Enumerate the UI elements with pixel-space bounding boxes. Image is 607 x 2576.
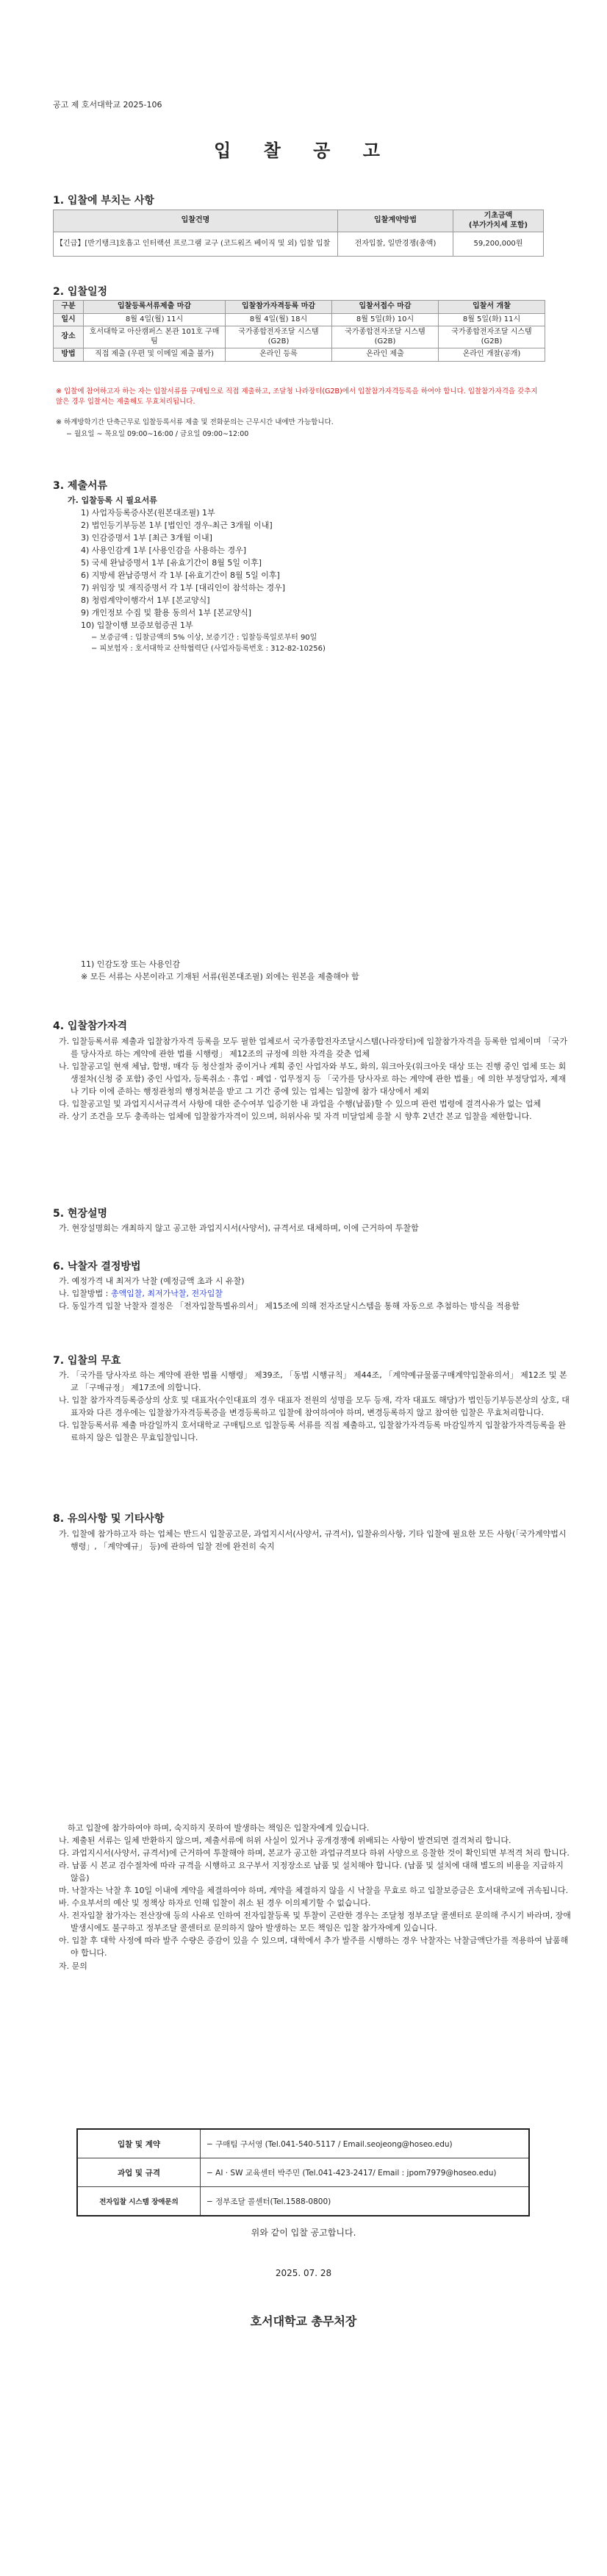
table-row (54, 348, 545, 362)
list-item: 나. 제출된 서류는 일체 반환하지 않으며, 제출서류에 허위 사실이 있거나 공개경쟁에 위배되는 사항이 발견되면 결격처리 합니다. (59, 1836, 511, 1846)
list-item: 10) 입찰이행 보증보험증권 1부 (81, 620, 193, 631)
list-item-cont: 하고 입찰에 참가하여야 하며, 숙지하지 못하여 발생하는 책임은 입찰자에게 있습니다. (68, 1823, 370, 1833)
section2-heading: 2. 입찰일정 (53, 286, 108, 298)
sched-cell: 직접 제출 (우편 및 이메일 제출 불가) (84, 348, 226, 362)
section3-note: ※ 모든 서류는 사본이라고 기재된 서류(원본대조필) 외에는 원본을 제출해야 함 (81, 972, 359, 982)
contact-value: − 구매팀 구서영 (Tel.041-540-5117 / Email.seojeong@hoseo.edu) (201, 2129, 530, 2158)
sched-header-3: 입찰서접수 마감 (332, 301, 439, 314)
list-item: 아. 입찰 후 대학 사정에 따라 발주 수량은 증감이 있을 수 있으며, 대학에서 추가 발주를 시행하는 경우 낙찰자는 낙찰금액단가를 적용하여 납품해야 합니다. (59, 1936, 569, 1958)
list-item: 5) 국세 완납증명서 1부 [유효기간이 8월 5일 이후] (81, 558, 262, 568)
section5-heading: 5. 현장설명 (53, 1208, 108, 1220)
sched-cell: 온라인 개찰(공개) (438, 348, 545, 362)
section3-body (59, 494, 573, 655)
contact-value: − 정부조달 콜센터(Tel.1588-0800) (201, 2187, 530, 2217)
list-item: 마. 낙찰자는 낙찰 후 10일 이내에 계약을 체결하여야 하며, 계약을 체결하지 않을 시 낙찰을 무효로 하고 입찰보증금은 호서대학교에 귀속됩니다. (59, 1886, 569, 1896)
s1-header-name: 입찰건명 (54, 210, 338, 232)
sched-header-4: 입찰서 개찰 (438, 301, 545, 314)
list-item: 가. 입찰에 참가하고자 하는 업체는 반드시 입찰공고문, 과업지시서(사양서, 규격서), 입찰유의사항, 기타 입찰에 필요한 모든 사항(「국가계약법시행령」, 「계약예규」 등)에 관하여 입찰 전에 완전히 숙지 (59, 1529, 567, 1552)
bid-method-value: 총액입찰, 최저가낙찰, 전자입찰 (110, 1289, 223, 1299)
list-item: 다. 과업지시서(사양서, 규격서)에 근거하여 투찰해야 하며, 본교가 공고한 과업규격보다 하위 사양으로 응찰한 것이 확인되면 부적격 처리 합니다. (59, 1848, 570, 1858)
sched-cell: 8월 4일(월) 18시 (226, 313, 332, 326)
sched-header-0: 구분 (54, 301, 84, 314)
s1-header-price: 기초금액 (부가가치세 포함) (453, 210, 544, 232)
section8-heading: 8. 유의사항 및 기타사항 (53, 1513, 165, 1525)
sched-header-1: 입찰등록서류제출 마감 (84, 301, 226, 314)
list-item: 7) 위임장 및 재직증명서 각 1부 [대리인이 참석하는 경우] (81, 583, 285, 593)
section8-body-cont (59, 1822, 573, 1972)
section6-heading: 6. 낙찰자 결정방법 (53, 1261, 141, 1273)
notice-number: 공고 제 호서대학교 2025-106 (53, 100, 162, 110)
page-title: 입 찰 공 고 (214, 140, 393, 161)
section7-body (59, 1369, 573, 1444)
list-item: 사. 전자입찰 참가자는 전산장애 등의 사유로 인하여 전자입찰등록 및 투찰이 곤란한 경우는 조달청 정부조달 콜센터로 문의해 주시기 바라며, 장애발생시에도 불구하고 정부조달 콜센터로 문의하지 않아 발생하는 모든 책임은 입찰 참가자에게 있습니다. (59, 1911, 571, 1933)
section1-heading: 1. 입찰에 부치는 사항 (53, 195, 154, 207)
closing-date: 2025. 07. 28 (275, 2268, 332, 2278)
sched-cell: 온라인 제출 (332, 348, 439, 362)
list-item: 다. 입찰등록서류 제출 마감일까지 호서대학교 구매팀으로 입찰등록 서류를 직접 제출하고, 입찰참가자격등록 마감일까지 입찰참가자격등록을 완료하지 않은 입찰은 무효입찰입니다. (59, 1420, 567, 1443)
inquiry-label: 자. 문의 (59, 1961, 87, 1971)
sched-cell: 국가종합전자조달 시스템(G2B) (226, 326, 332, 348)
section3-tail (59, 958, 573, 983)
list-item: 나. 입찰 참가자격등록증상의 상호 및 대표자(수인대표의 경우 대표자 전원의 성명을 모두 등재, 각자 대표도 해당)가 법인등기부등본상의 상호, 대표자와 다른 경우에는 입찰참가자격등록증을 변경등록하고 입찰에 참여하여야 하며, 변경등록하지 않고 참여한 입찰은 무효처리합니다. (59, 1395, 570, 1418)
section1-table (53, 210, 544, 257)
closing-text: 위와 같이 입찰 공고합니다. (251, 2228, 356, 2238)
list-item: 6) 지방세 완납증명서 각 1부 [유효기간이 8월 5일 이후] (81, 570, 280, 581)
list-item (59, 1287, 573, 1300)
sched-cell: 8월 5일(화) 11시 (438, 313, 545, 326)
sched-cell: 국가종합전자조달 시스템(G2B) (332, 326, 439, 348)
s1-header-method: 입찰계약방법 (338, 210, 453, 232)
sched-cell: 8월 5일(화) 10시 (332, 313, 439, 326)
list-item: 3) 인감증명서 1부 [최근 3개월 이내] (81, 533, 212, 543)
sched-header-2: 입찰참가자격등록 마감 (226, 301, 332, 314)
sched-row-label: 일시 (54, 313, 84, 326)
sched-cell: 국가종합전자조달 시스템(G2B) (438, 326, 545, 348)
list-item: 바. 수요부서의 예산 및 정책상 하자로 인해 입찰이 취소 된 경우 이의제기할 수 없습니다. (59, 1898, 371, 1908)
sched-row-label: 방법 (54, 348, 84, 362)
section4-body (59, 1035, 573, 1123)
list-item: 가. 「국가를 당사자로 하는 계약에 관한 법률 시행령」 제39조, 「동법 시행규칙」 제44조, 「계약예규물품구매계약입찰유의서」 제12조 및 본교 「구매규정」 제17조에 의합니다. (59, 1370, 567, 1393)
list-item: 다. 동일가격 입찰 낙찰자 결정은 「전자입찰특별유의서」 제15조에 의해 전자조달시스템을 통해 자동으로 추첨하는 방식을 적용함 (59, 1301, 520, 1312)
contact-table (76, 2128, 530, 2217)
sched-row-label: 장소 (54, 326, 84, 348)
list-item: 나. 입찰공고일 현재 체납, 합병, 매각 등 청산절차 중이거나 계획 중인 사업자와 부도, 화의, 워크아웃(워크아웃 대상 또는 진행 중인 업체 또는 회생절차(신청 중 포함) 중인 사업자, 등록취소 · 휴업 · 폐업 · 업무정지 등 「국가를 당사자로 하는 계약에 관한 법률」에 의한 부정당업자, 제재나 기타 이에 준하는 행정관청의 행정처분을 받고 그 기간 중에 있는 업체는 입찰에 참가 대상에서 제외 (59, 1062, 567, 1097)
section4-heading: 4. 입찰참가자격 (53, 1020, 128, 1032)
s1-cell-method: 전자입찰, 일반경쟁(총액) (338, 232, 453, 257)
table-row (54, 313, 545, 326)
contact-value: − AI · SW 교육센터 박주민 (Tel.041-423-2417/ Email : jpom7979@hoseo.edu) (201, 2158, 530, 2187)
contact-key: 과업 및 규격 (77, 2158, 201, 2187)
list-item: 2) 법인등기부등본 1부 [법인인 경우-최근 3개월 이내] (81, 520, 273, 531)
list-item: 8) 청렴계약이행각서 1부 [본교양식] (81, 595, 210, 606)
sched-cell: 호서대학교 아산캠퍼스 본관 101호 구매팀 (84, 326, 226, 348)
list-item: 9) 개인정보 수집 및 활용 동의서 1부 [본교양식] (81, 608, 251, 618)
schedule-hours: − 월요일 ∼ 목요일 09:00∼16:00 / 금요일 09:00∼12:00 (66, 430, 249, 438)
table-row (77, 2158, 529, 2187)
section3-heading: 3. 제출서류 (53, 480, 108, 492)
schedule-warning: ※ 입찰에 참여하고자 하는 자는 입찰서류를 구매팀으로 직접 제출하고, 조달청 나라장터(G2B)에서 입찰참가자격등록을 하여야 합니다. 입찰참가자격을 갖추지 않은 경우 입찰서는 제출해도 무효처리됩니다. (56, 387, 538, 407)
table-row (77, 2187, 529, 2217)
s1-cell-name: 【긴급】[반기탱크]호흡고 인터랙션 프로그램 교구 (코드워즈 베이직 및 외) 입찰 입찰 (54, 232, 338, 257)
bond-amount: − 보증금액 : 입찰금액의 5% 이상, 보증기간 : 입찰등록일로부터 90일 (91, 633, 317, 642)
list-item: 가. 입찰등록서류 제출과 입찰참가자격 등록을 모두 필한 업체로서 국가종합전자조달시스템(나라장터)에 입찰참가자격을 등록한 업체이며 「국가를 당사자로 하는 계약에 관한 법률 시행령」 제12조의 규정에 의한 자격을 갖춘 업체 (59, 1037, 567, 1059)
schedule-table (53, 300, 545, 362)
list-item: 1) 사업자등록증사본(원본대조필) 1부 (81, 508, 215, 518)
bond-insured: − 피보험자 : 호서대학교 산학협력단 (사업자등록번호 : 312-82-10256) (91, 645, 326, 654)
section5-text: 가. 현장설명회는 개최하지 않고 공고한 과업지시서(사양서), 규격서로 대체하며, 이에 근거하여 투찰함 (59, 1223, 419, 1233)
contact-key: 입찰 및 계약 (77, 2129, 201, 2158)
list-item: 라. 납품 시 본교 검수절차에 따라 규격을 시행하고 요구부서 지정장소로 납품 및 설치해야 합니다. (납품 및 설치에 대해 별도의 비용을 지급하지 않음) (59, 1861, 564, 1883)
section6-body (59, 1275, 573, 1312)
sched-cell: 온라인 등록 (226, 348, 332, 362)
section5-body (59, 1222, 573, 1234)
section3-sub: 가. 입찰등록 시 필요서류 (68, 495, 157, 505)
list-item: 가. 예정가격 내 최저가 낙찰 (예정금액 초과 시 유찰) (59, 1276, 245, 1286)
schedule-note: ※ 하계방학기간 단축근무로 입찰등록서류 제출 및 전화문의는 근무시간 내에만 가능합니다. (56, 418, 334, 426)
list-item: 라. 상기 조건을 모두 충족하는 업체에 입찰참가자격이 있으며, 허위사유 및 자격 미달업체 응찰 시 향후 2년간 본교 입찰을 제한합니다. (59, 1112, 532, 1122)
bid-method-label: 나. 입찰방법 : (59, 1289, 111, 1299)
signature: 호서대학교 총무처장 (250, 2314, 357, 2328)
table-row (54, 326, 545, 348)
table-row (77, 2129, 529, 2158)
section7-heading: 7. 입찰의 무효 (53, 1355, 121, 1367)
sched-cell: 8월 4일(월) 11시 (84, 313, 226, 326)
list-item: 다. 입찰공고일 및 과업지시서규격서 사항에 대한 준수여부 입증기한 내 과업을 수행(납품)할 수 있으며 관련 법령에 결격사유가 없는 업체 (59, 1099, 541, 1109)
section8-body (59, 1528, 573, 1553)
contact-key: 전자입찰 시스템 장애문의 (77, 2187, 201, 2217)
list-item: 11) 인감도장 또는 사용인감 (81, 959, 181, 969)
list-item: 4) 사용인감계 1부 [사용인감을 사용하는 경우] (81, 545, 246, 556)
s1-cell-price: 59,200,000원 (453, 232, 544, 257)
